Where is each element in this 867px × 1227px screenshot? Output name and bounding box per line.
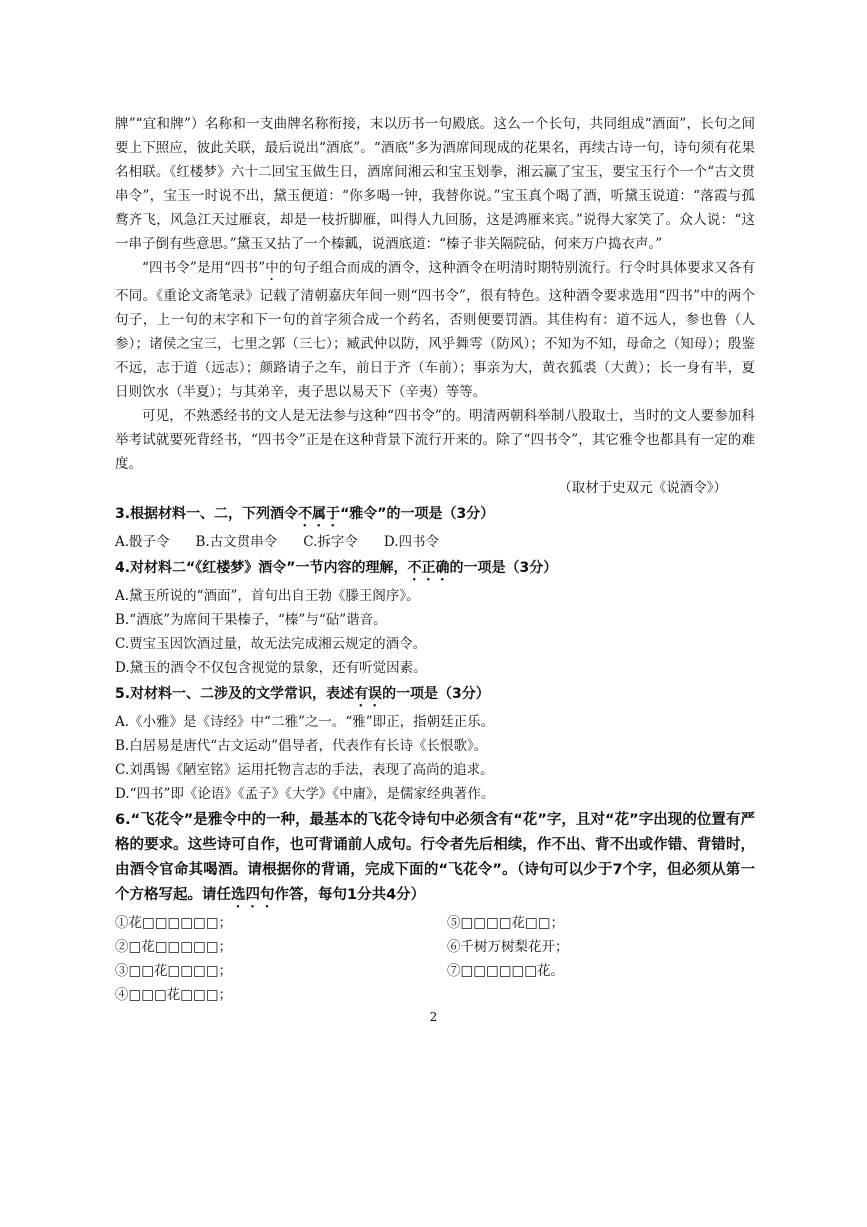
feihua-item-2: ②□花□□□□□； (115, 939, 233, 955)
feihua-item-4: ④□□□花□□□； (115, 987, 233, 1003)
q5-stem-emphasis: 有误 (354, 686, 383, 702)
q4-option-a: A.黛玉所说的“酒面”，首句出自王勃《滕王阁序》。 (115, 588, 420, 604)
passage-source: （取材于史双元《说酒令》） (558, 480, 727, 496)
q3-option-a: A.骰子令 (115, 534, 170, 550)
page-content (115, 112, 755, 1007)
feihua-item-6: ⑥千树万树梨花开； (447, 939, 569, 955)
q3-stem-pre: 3.根据材料一、二，下列酒令 (115, 506, 299, 522)
feihua-answer-grid (115, 911, 755, 1007)
q3-option-c: C.拆字令 (303, 534, 358, 550)
q4-stem-pre: 4.对材料二“《红楼梦》酒令”一节内容的理解， (115, 560, 408, 576)
question-3-options (115, 530, 755, 554)
q3-option-b: B.古文贯串令 (195, 534, 278, 550)
q4-stem-emphasis: 不正确 (407, 560, 450, 576)
q5-stem-pre: 5.对材料一、二涉及的文学常识，表述 (115, 686, 355, 702)
q5-option-d: D.“四书”即《论语》《孟子》《大学》《中庸》，是儒家经典著作。 (115, 786, 495, 802)
feihua-item-3: ③□□花□□□□； (115, 963, 233, 979)
q6-stem-post: 作答，每句1分共4分） (274, 887, 426, 903)
q4-option-b: B.“酒底”为席间干果榛子，“榛”与“砧”谐音。 (115, 612, 387, 628)
q3-option-d: D.四书令 (383, 534, 440, 550)
q3-stem-emphasis: 不属于 (298, 506, 341, 522)
q4-option-d: D.黛玉的酒令不仅包含视觉的景象，还有听觉因素。 (115, 660, 427, 676)
question-3-stem (115, 502, 755, 530)
page-number: 2 (429, 1010, 438, 1024)
passage-paragraph-2 (115, 256, 755, 404)
q5-option-c: C.刘禹锡《陋室铭》运用托物言志的手法，表现了高尚的追求。 (115, 762, 494, 778)
q5-option-a: A.《小雅》是《诗经》中“二雅”之一。“雅”即正，指朝廷正乐。 (115, 714, 495, 730)
q5-stem-post: 的一项是（3分） (382, 686, 490, 702)
question-5-stem (115, 682, 755, 710)
feihua-item-7: ⑦□□□□□□花。 (447, 963, 565, 979)
q4-option-c: C.贾宝玉因饮酒过量，故无法完成湘云规定的酒令。 (115, 636, 427, 652)
p2-emphasis: 中 (265, 260, 279, 276)
passage-paragraph-3: 可见，不熟悉经书的文人是无法参与这种“四书令”的。明清两朝科举制八股取士，当时的文人要参加科举考试就要死背经书，“四书令”正是在这种背景下流行开来的。除了“四书令”，其它雅令也都具有一定的难度。 (115, 408, 755, 472)
q6-stem-emphasis: 选四句 (231, 887, 275, 903)
feihua-item-1: ①花□□□□□□； (115, 915, 233, 931)
passage-paragraph-1: 牌”“宜和牌”）名称和一支曲牌名称衔接，末以历书一句殿底。这么一个长句，共同组成“酒面”，长句之间要上下照应，彼此关联，最后说出“酒底”。“酒底”多为酒席间现成的花果名，再续古诗一句，诗句须有花果名相联。《红楼梦》六十二回宝玉做生日，酒席间湘云和宝玉划拳，湘云赢了宝玉，要宝玉行个一个“古文贯串令”，宝玉一时说不出，黛玉便道：“你多喝一钟，我替你说。”宝玉真个喝了酒，听黛玉说道：“落霞与孤鹜齐飞，风急江天过雁哀，却是一枝折脚雁，叫得人九回肠，这是鸿雁来宾。”说得大家笑了。众人说：“这一串子倒有些意思。”黛玉又拈了一个榛瓤，说酒底道：“榛子非关隔院砧，何来万户捣衣声。” (115, 116, 755, 252)
p2-suffix: 的句子组合而成的酒令，这种酒令在明清时期特别流行。行令时具体要求又各有不同。《重论文斋笔录》记载了清朝嘉庆年间一则“四书令”，很有特色。这种酒令要求选用“四书”中的两个句子，上一句的末字和下一句的首字须合成一个药名，否则便要罚酒。其佳构有：道不远人，参也鲁（人参）；诸侯之宝三，七里之郭（三七）；臧武仲以防，风乎舞雩（防风）；不知为不知，母命之（知母）；殷鉴不远，志于道（远志）；颜路请子之车，前日于齐（车前）；事亲为大，黄衣狐裘（大黄）；长一身有半，夏日则饮水（半夏）；与其弟辛，夷子思以易天下（辛夷）等等。 (115, 260, 756, 400)
q4-stem-post: 的一项是（3分） (449, 560, 558, 576)
question-4-stem (115, 556, 755, 584)
q5-option-b: B.白居易是唐代“古文运动”倡导者，代表作有长诗《长恨歌》。 (115, 738, 488, 754)
p2-prefix: “四书令”是用“四书” (142, 260, 266, 276)
q6-stem-pre: 6.“飞花令”是雅令中的一种，最基本的飞花令诗句中必须含有“花”字，且对“花”字出现的位置有严格的要求。这些诗可自作，也可背诵前人成句。行令者先后相续，作不出、背不出或作错、背错时，由酒令官命其喝酒。请根据你的背诵，完成下面的“飞花令”。（诗句可以少于7个字，但必须从第一个方格写起。请任 (115, 812, 755, 903)
question-6-stem (115, 808, 755, 911)
feihua-item-5: ⑤□□□□花□□； (447, 915, 565, 931)
q3-stem-post: “雅令”的一项是（3分） (340, 506, 495, 522)
